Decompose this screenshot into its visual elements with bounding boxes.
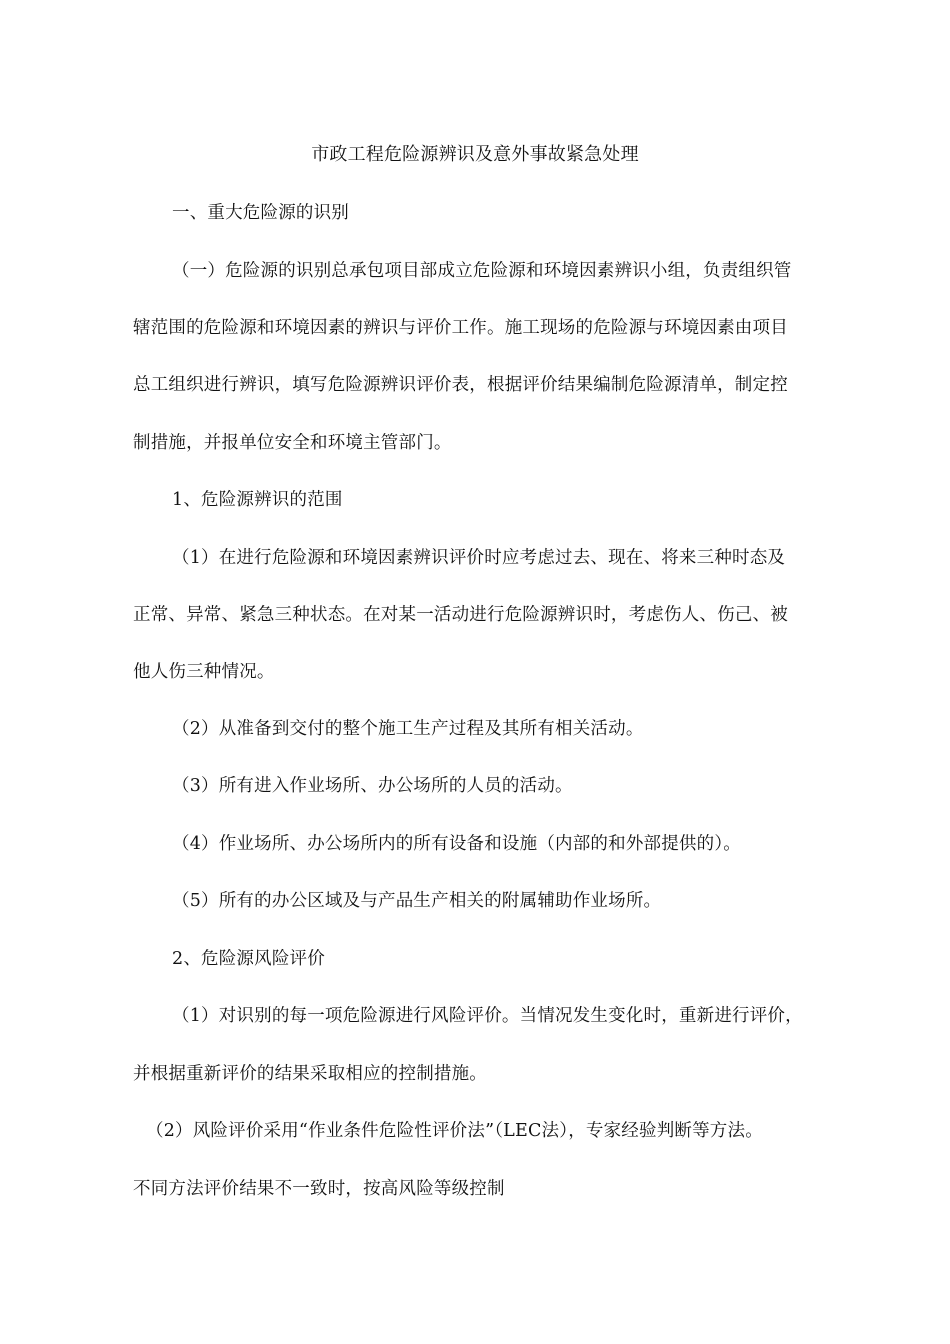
paragraph-line: 正常、异常、紧急三种状态。在对某一活动进行危险源辨识时，考虑伤人、伤己、被 — [133, 605, 788, 625]
list-item: （5）所有的办公区域及与产品生产相关的附属辅助作业场所。 — [172, 891, 662, 911]
document-title: 市政工程危险源辨识及意外事故紧急处理 — [311, 144, 639, 165]
paragraph-line: 制措施，并报单位安全和环境主管部门。 — [133, 433, 452, 453]
paragraph-line: 辖范围的危险源和环境因素的辨识与评价工作。施工现场的危险源与环境因素由项目 — [133, 318, 788, 338]
list-item: （3）所有进入作业场所、办公场所的人员的活动。 — [172, 776, 573, 796]
paragraph-line: 总工组织进行辨识，填写危险源辨识评价表，根据评价结果编制危险源清单，制定控 — [133, 375, 788, 395]
paragraph-line: （1）在进行危险源和环境因素辨识评价时应考虑过去、现在、将来三种时态及 — [172, 548, 786, 568]
list-item: （2）从准备到交付的整个施工生产过程及其所有相关活动。 — [172, 719, 644, 739]
paragraph-line: （1）对识别的每一项危险源进行风险评价。当情况发生变化时，重新进行评价， — [172, 1006, 803, 1026]
heading-risk-evaluation: 2、危险源风险评价 — [172, 949, 325, 969]
paragraph-line: （一）危险源的识别总承包项目部成立危险源和环境因素辨识小组，负责组织管 — [172, 261, 792, 281]
heading-major-hazard-identification: 一、重大危险源的识别 — [172, 203, 349, 223]
paragraph-line: （2）风险评价采用“作业条件危险性评价法”（LEC法），专家经验判断等方法。 — [146, 1121, 763, 1141]
paragraph-line: 不同方法评价结果不一致时，按高风险等级控制 — [133, 1179, 505, 1199]
heading-identification-scope: 1、危险源辨识的范围 — [172, 490, 343, 510]
paragraph-line: 他人伤三种情况。 — [133, 662, 275, 682]
paragraph-line: 并根据重新评价的结果采取相应的控制措施。 — [133, 1064, 487, 1084]
list-item: （4）作业场所、办公场所内的所有设备和设施（内部的和外部提供的）。 — [172, 834, 741, 854]
